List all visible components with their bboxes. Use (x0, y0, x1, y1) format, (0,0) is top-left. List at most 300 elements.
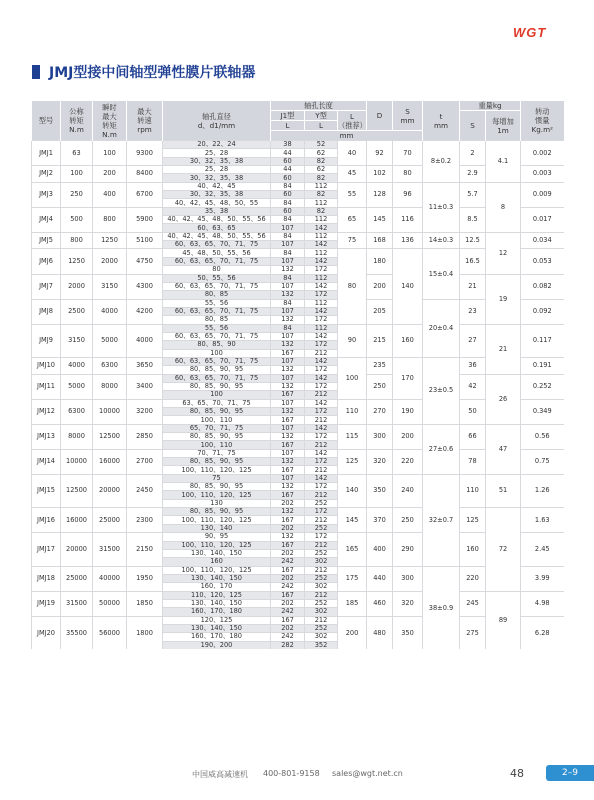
table-row (32, 232, 564, 240)
cell-bore: 60、63、65、70、71、75 (163, 374, 271, 382)
cell-y: 172 (305, 266, 338, 274)
cell-bore: 55、56 (163, 324, 271, 332)
cell-inertia: 2.45 (521, 533, 564, 566)
cell-j1: 107 (271, 241, 305, 249)
table-row (32, 424, 564, 432)
cell-j1: 107 (271, 282, 305, 290)
cell-S: 240 (393, 474, 423, 507)
cell-weight-S: 5.7 (460, 182, 486, 207)
cell-speed: 5900 (127, 207, 163, 232)
cell-inertia: 0.053 (521, 249, 564, 274)
cell-speed: 4200 (127, 299, 163, 324)
cell-speed: 1850 (127, 591, 163, 616)
cell-y: 302 (305, 558, 338, 566)
cell-weight-S: 23 (460, 299, 486, 324)
cell-t: 8±0.2 (423, 141, 460, 183)
cell-bore: 120、125 (163, 616, 271, 624)
table-row (32, 324, 564, 332)
cell-speed: 2300 (127, 508, 163, 533)
cell-peak: 8000 (93, 374, 127, 399)
cell-weight-S: 36 (460, 357, 486, 374)
cell-weight-per-m: 47 (486, 424, 521, 474)
cell-t: 20±0.4 (423, 299, 460, 357)
cell-t: 11±0.3 (423, 182, 460, 232)
cell-L: 110 (338, 399, 367, 424)
cell-model: JMJ17 (32, 533, 61, 566)
cell-torque: 2500 (61, 299, 93, 324)
cell-peak: 4000 (93, 299, 127, 324)
cell-j1: 167 (271, 391, 305, 399)
cell-bore: 80、85、90、95 (163, 458, 271, 466)
table-row (32, 533, 564, 541)
table-row (32, 182, 564, 190)
cell-S: 200 (393, 424, 423, 449)
col-model: 型号 (32, 101, 61, 141)
cell-bore: 80、85、90、95 (163, 433, 271, 441)
cell-S: 116 (393, 207, 423, 232)
cell-torque: 4000 (61, 357, 93, 374)
cell-torque: 10000 (61, 449, 93, 474)
cell-D: 370 (367, 508, 393, 533)
section-heading (32, 64, 255, 80)
cell-j1: 84 (271, 216, 305, 224)
cell-j1: 84 (271, 232, 305, 240)
cell-bore: 80、85 (163, 291, 271, 299)
cell-bore: 40、42、45、48、50、55、56 (163, 216, 271, 224)
cell-peak: 12500 (93, 424, 127, 449)
cell-peak: 10000 (93, 399, 127, 424)
cell-model: JMJ13 (32, 424, 61, 449)
footer-company: 中国威高减速机 (192, 770, 248, 779)
cell-y: 252 (305, 574, 338, 582)
cell-j1: 242 (271, 558, 305, 566)
cell-j1: 107 (271, 399, 305, 407)
cell-y: 212 (305, 416, 338, 424)
cell-bore: 90、95 (163, 533, 271, 541)
cell-speed: 4300 (127, 274, 163, 299)
cell-S: 250 (393, 508, 423, 533)
cell-t: 27±0.6 (423, 424, 460, 474)
cell-y: 212 (305, 616, 338, 624)
cell-bore: 80、85 (163, 316, 271, 324)
cell-y: 112 (305, 274, 338, 282)
cell-bore: 130、140、150 (163, 599, 271, 607)
cell-j1: 107 (271, 449, 305, 457)
table-row (32, 274, 564, 282)
cell-j1: 167 (271, 566, 305, 574)
cell-bore: 160、170 (163, 583, 271, 591)
cell-inertia: 0.75 (521, 449, 564, 474)
cell-bore: 30、32、35、38 (163, 174, 271, 182)
cell-bore: 80、85、90、95 (163, 382, 271, 390)
cell-j1: 84 (271, 324, 305, 332)
cell-y: 112 (305, 216, 338, 224)
cell-y: 142 (305, 474, 338, 482)
cell-D: 400 (367, 533, 393, 566)
cell-inertia: 0.002 (521, 141, 564, 166)
cell-j1: 60 (271, 157, 305, 165)
cell-D: 102 (367, 166, 393, 183)
cell-j1: 202 (271, 599, 305, 607)
cell-weight-per-m: 72 (486, 508, 521, 591)
brand-logo (513, 22, 577, 40)
cell-D: 180 (367, 249, 393, 274)
cell-bore: 100、110、120、125 (163, 466, 271, 474)
col-hub-length: 轴孔长度 (271, 101, 367, 111)
cell-inertia: 1.26 (521, 474, 564, 507)
cell-j1: 202 (271, 524, 305, 532)
cell-j1: 44 (271, 149, 305, 157)
cell-torque: 5000 (61, 374, 93, 399)
cell-L: 140 (338, 474, 367, 507)
cell-torque: 20000 (61, 533, 93, 566)
col-weight-per-m: 每增加 1m (486, 111, 521, 141)
cell-inertia: 4.98 (521, 591, 564, 616)
cell-j1: 132 (271, 408, 305, 416)
cell-peak: 50000 (93, 591, 127, 616)
cell-bore: 100、110、120、125 (163, 541, 271, 549)
cell-bore: 100、110、120、125 (163, 566, 271, 574)
cell-j1: 84 (271, 299, 305, 307)
cell-torque: 12500 (61, 474, 93, 507)
cell-bore: 30、32、35、38 (163, 157, 271, 165)
cell-L: 90 (338, 324, 367, 357)
cell-bore: 160、170、180 (163, 633, 271, 641)
cell-y: 172 (305, 533, 338, 541)
cell-L: 40 (338, 141, 367, 166)
cell-speed: 4750 (127, 249, 163, 274)
cell-bore: 100、110 (163, 416, 271, 424)
cell-S: 290 (393, 533, 423, 566)
cell-S: 140 (393, 249, 423, 324)
cell-bore: 50、55、56 (163, 274, 271, 282)
table-body (32, 141, 564, 650)
cell-weight-S: 160 (460, 533, 486, 566)
cell-bore: 80、85、90、95 (163, 483, 271, 491)
cell-bore: 130、140、150 (163, 549, 271, 557)
cell-speed: 2450 (127, 474, 163, 507)
col-bore: 轴孔直径 d、d1/mm (163, 101, 271, 141)
cell-model: JMJ11 (32, 374, 61, 399)
cell-weight-S: 66 (460, 424, 486, 449)
cell-bore: 45、48、50、55、56 (163, 249, 271, 257)
cell-bore: 100、110 (163, 441, 271, 449)
cell-weight-S: 42 (460, 374, 486, 399)
cell-t: 14±0.3 (423, 232, 460, 249)
cell-y: 212 (305, 491, 338, 499)
cell-j1: 167 (271, 349, 305, 357)
cell-y: 172 (305, 366, 338, 374)
cell-peak: 40000 (93, 566, 127, 591)
cell-peak: 2000 (93, 249, 127, 274)
cell-y: 142 (305, 399, 338, 407)
cell-model: JMJ14 (32, 449, 61, 474)
cell-torque: 800 (61, 232, 93, 249)
cell-model: JMJ4 (32, 207, 61, 232)
cell-L: 55 (338, 182, 367, 207)
cell-D: 145 (367, 207, 393, 232)
cell-D: 460 (367, 591, 393, 616)
cell-j1: 107 (271, 307, 305, 315)
table-row (32, 374, 564, 382)
table-row (32, 508, 564, 516)
col-S: S mm (393, 101, 423, 131)
cell-j1: 132 (271, 483, 305, 491)
cell-bore: 20、22、24 (163, 141, 271, 149)
cell-j1: 44 (271, 166, 305, 174)
cell-y: 112 (305, 324, 338, 332)
cell-bore: 60、63、65、70、71、75 (163, 257, 271, 265)
col-y-L: L (305, 121, 338, 131)
cell-inertia: 0.082 (521, 274, 564, 299)
cell-inertia: 0.349 (521, 399, 564, 424)
cell-inertia: 0.034 (521, 232, 564, 249)
cell-y: 212 (305, 391, 338, 399)
cell-bore: 60、63、65 (163, 224, 271, 232)
cell-bore: 55、56 (163, 299, 271, 307)
cell-y: 172 (305, 483, 338, 491)
cell-inertia: 3.99 (521, 566, 564, 591)
cell-model: JMJ8 (32, 299, 61, 324)
cell-bore: 70、71、75 (163, 449, 271, 457)
cell-weight-S: 2 (460, 141, 486, 166)
cell-L: 185 (338, 591, 367, 616)
section-badge: 2–9 (546, 765, 594, 781)
cell-j1: 84 (271, 182, 305, 190)
cell-torque: 6300 (61, 399, 93, 424)
cell-bore: 60、63、65、70、71、75 (163, 282, 271, 290)
cell-bore: 60、63、65、70、71、75 (163, 307, 271, 315)
cell-torque: 31500 (61, 591, 93, 616)
table-row (32, 249, 564, 257)
cell-D: 235 (367, 357, 393, 374)
cell-bore: 65、70、71、75 (163, 424, 271, 432)
col-L: L （推荐） (338, 111, 367, 130)
cell-bore: 40、42、45 (163, 182, 271, 190)
col-y: Y型 (305, 111, 338, 121)
cell-j1: 107 (271, 224, 305, 232)
cell-j1: 167 (271, 491, 305, 499)
page-number: 48 (510, 767, 524, 780)
table-row (32, 166, 564, 174)
cell-torque: 35500 (61, 616, 93, 649)
cell-bore: 80、85、90、95 (163, 408, 271, 416)
cell-weight-per-m: 26 (486, 374, 521, 424)
cell-model: JMJ18 (32, 566, 61, 591)
cell-S: 190 (393, 399, 423, 424)
cell-y: 82 (305, 157, 338, 165)
cell-y: 172 (305, 382, 338, 390)
cell-bore: 110、120、125 (163, 591, 271, 599)
cell-model: JMJ9 (32, 324, 61, 357)
cell-bore: 130、140 (163, 524, 271, 532)
cell-y: 112 (305, 232, 338, 240)
cell-model: JMJ2 (32, 166, 61, 183)
cell-j1: 132 (271, 433, 305, 441)
cell-peak: 3150 (93, 274, 127, 299)
cell-bore: 100、110、120、125 (163, 491, 271, 499)
cell-L: 80 (338, 249, 367, 324)
cell-j1: 84 (271, 199, 305, 207)
table-row (32, 207, 564, 215)
cell-peak: 100 (93, 141, 127, 166)
cell-peak: 31500 (93, 533, 127, 566)
cell-D: 440 (367, 566, 393, 591)
cell-j1: 242 (271, 608, 305, 616)
cell-model: JMJ20 (32, 616, 61, 649)
cell-D: 205 (367, 299, 393, 324)
cell-D: 215 (367, 324, 393, 357)
cell-peak: 1250 (93, 232, 127, 249)
cell-j1: 132 (271, 341, 305, 349)
table-row (32, 141, 564, 149)
cell-L: 45 (338, 166, 367, 183)
cell-weight-per-m: 19 (486, 274, 521, 324)
cell-peak: 5000 (93, 324, 127, 357)
cell-speed: 1950 (127, 566, 163, 591)
brand-logo-text: WGT (513, 25, 547, 40)
cell-y: 142 (305, 374, 338, 382)
cell-weight-per-m: 8 (486, 182, 521, 232)
cell-y: 212 (305, 541, 338, 549)
cell-j1: 132 (271, 382, 305, 390)
cell-y: 52 (305, 141, 338, 149)
cell-D: 270 (367, 399, 393, 424)
cell-j1: 167 (271, 416, 305, 424)
cell-j1: 242 (271, 633, 305, 641)
cell-bore: 60、63、65、70、71、75 (163, 241, 271, 249)
cell-y: 212 (305, 466, 338, 474)
cell-j1: 132 (271, 266, 305, 274)
cell-j1: 167 (271, 616, 305, 624)
cell-model: JMJ19 (32, 591, 61, 616)
cell-y: 142 (305, 257, 338, 265)
cell-j1: 107 (271, 332, 305, 340)
cell-j1: 202 (271, 574, 305, 582)
cell-model: JMJ3 (32, 182, 61, 207)
cell-inertia: 0.092 (521, 299, 564, 324)
cell-S: 136 (393, 232, 423, 249)
cell-speed: 1800 (127, 616, 163, 649)
cell-weight-per-m: 51 (486, 474, 521, 507)
cell-model: JMJ10 (32, 357, 61, 374)
cell-torque: 1250 (61, 249, 93, 274)
cell-torque: 2000 (61, 274, 93, 299)
cell-j1: 60 (271, 207, 305, 215)
cell-torque: 3150 (61, 324, 93, 357)
cell-L: 175 (338, 566, 367, 591)
cell-y: 142 (305, 282, 338, 290)
spec-table (31, 100, 564, 649)
cell-t: 15±0.4 (423, 249, 460, 299)
cell-y: 212 (305, 349, 338, 357)
col-weight: 重量kg (460, 101, 521, 111)
cell-t: 38±0.9 (423, 566, 460, 649)
cell-weight-S: 21 (460, 274, 486, 299)
cell-y: 112 (305, 199, 338, 207)
cell-bore: 80 (163, 266, 271, 274)
table-row (32, 474, 564, 482)
col-D: D (367, 101, 393, 131)
cell-model: JMJ15 (32, 474, 61, 507)
cell-bore: 60、63、65、70、71、75 (163, 332, 271, 340)
cell-peak: 20000 (93, 474, 127, 507)
cell-speed: 5100 (127, 232, 163, 249)
cell-weight-per-m: 12 (486, 232, 521, 274)
cell-torque: 100 (61, 166, 93, 183)
cell-y: 142 (305, 224, 338, 232)
cell-j1: 132 (271, 366, 305, 374)
col-mm: mm (271, 131, 423, 141)
cell-y: 142 (305, 307, 338, 315)
cell-bore: 25、28 (163, 166, 271, 174)
cell-L: 145 (338, 508, 367, 533)
cell-weight-S: 220 (460, 566, 486, 591)
cell-y: 252 (305, 599, 338, 607)
cell-weight-S: 8.5 (460, 207, 486, 232)
cell-D: 168 (367, 232, 393, 249)
cell-j1: 107 (271, 474, 305, 482)
cell-torque: 25000 (61, 566, 93, 591)
cell-bore: 160、170、180 (163, 608, 271, 616)
cell-j1: 167 (271, 516, 305, 524)
cell-j1: 167 (271, 541, 305, 549)
col-j1: J1型 (271, 111, 305, 121)
cell-y: 172 (305, 433, 338, 441)
cell-weight-S: 275 (460, 616, 486, 649)
cell-inertia: 1.63 (521, 508, 564, 533)
cell-y: 62 (305, 149, 338, 157)
cell-L: 125 (338, 449, 367, 474)
table-row (32, 566, 564, 574)
cell-torque: 63 (61, 141, 93, 166)
cell-y: 142 (305, 449, 338, 457)
cell-peak: 56000 (93, 616, 127, 649)
cell-weight-per-m: 4.1 (486, 141, 521, 183)
cell-y: 142 (305, 332, 338, 340)
table-row (32, 616, 564, 624)
cell-j1: 84 (271, 249, 305, 257)
cell-weight-per-m: 21 (486, 324, 521, 374)
footer-phone: 400-801-9158 (263, 769, 320, 778)
cell-bore: 130、140、150 (163, 624, 271, 632)
cell-y: 172 (305, 341, 338, 349)
cell-L: 75 (338, 232, 367, 249)
cell-bore: 40、42、45、48、50、55 (163, 199, 271, 207)
cell-y: 302 (305, 633, 338, 641)
cell-model: JMJ1 (32, 141, 61, 166)
col-inertia: 转动 惯量 Kg.m² (521, 101, 564, 141)
cell-y: 112 (305, 299, 338, 307)
cell-y: 212 (305, 566, 338, 574)
cell-bore: 30、32、35、38 (163, 191, 271, 199)
cell-torque: 8000 (61, 424, 93, 449)
cell-y: 112 (305, 249, 338, 257)
cell-y: 142 (305, 357, 338, 365)
cell-peak: 25000 (93, 508, 127, 533)
cell-D: 128 (367, 182, 393, 207)
cell-y: 172 (305, 316, 338, 324)
cell-y: 252 (305, 549, 338, 557)
cell-speed: 4000 (127, 324, 163, 357)
cell-j1: 132 (271, 291, 305, 299)
cell-bore: 40、42、45、48、50、55、56 (163, 232, 271, 240)
cell-S: 80 (393, 166, 423, 183)
cell-bore: 35、38 (163, 207, 271, 215)
cell-S: 170 (393, 357, 423, 399)
cell-inertia: 6.28 (521, 616, 564, 649)
cell-y: 212 (305, 516, 338, 524)
